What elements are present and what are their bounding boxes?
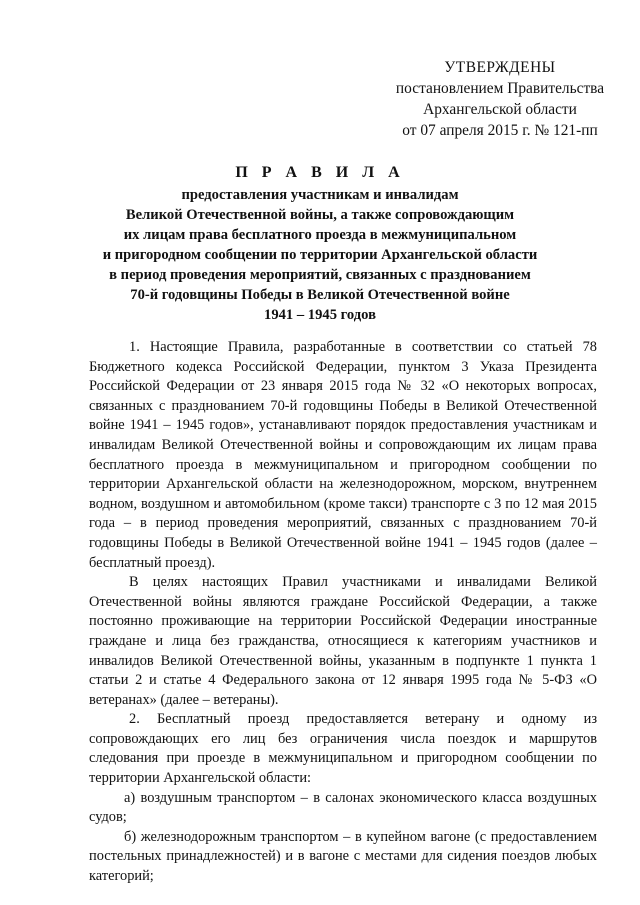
approval-title: УТВЕРЖДЕНЫ	[444, 59, 556, 76]
document-body	[89, 338, 597, 887]
approval-line-1: постановлением Правительства	[395, 80, 605, 97]
approval-line-2: Архангельской области	[423, 101, 577, 118]
paragraph-3: 2. Бесплатный проезд предоставляется ветерану и одному из сопровождающих его лиц без ограничения числа поездок и маршрутов следования при проезде в межмуниципальном и пригородном сообщении по территории Архангельской области:	[89, 711, 597, 787]
heading-line: 1941 – 1945 годов	[264, 307, 376, 323]
document-heading	[50, 163, 590, 325]
approval-stamp	[380, 57, 620, 141]
paragraph-2: В целях настоящих Правил участниками и инвалидами Великой Отечественной войны являются граждане Российской Федерации, а также постоянно проживающие на территории Российской Федерации иностранные граждане и лица без гражданства, относящиеся к категориям участников и инвалидов Великой Отечественной войны, указанным в подпункте 1 пункта 1 статьи 2 и статье 4 Федерального закона от 12 января 1995 года № 5-ФЗ «О ветеранах» (далее – ветераны).	[89, 574, 597, 708]
heading-line: и пригородном сообщении по территории Архангельской области	[102, 247, 538, 263]
heading-line: их лицам права бесплатного проезда в межмуниципальном	[123, 227, 517, 243]
heading-line: в период проведения мероприятий, связанных с празднованием	[109, 267, 531, 283]
approval-line-3: от 07 апреля 2015 г. № 121-пп	[402, 122, 598, 139]
heading-line: 70-й годовщины Победы в Великой Отечественной войне	[130, 287, 510, 303]
heading-line: предоставления участникам и инвалидам	[181, 187, 459, 203]
paragraph-1: 1. Настоящие Правила, разработанные в соответствии со статьей 78 Бюджетного кодекса Российской Федерации, пунктом 3 Указа Президента Российской Федерации от 23 января 2015 года № 32 «О некоторых вопросах, связанных с празднованием 70-й годовщины Победы в Великой Отечественной войне 1941 – 1945 годов», устанавливают порядок предоставления участникам и инвалидам Великой Отечественной войны и сопровождающим их лицам права бесплатного проезда в межмуниципальном и пригородном сообщении по территории Архангельской области на железнодорожном, морском, внутреннем водном, воздушном и автомобильном (кроме такси) транспорте с 3 по 12 мая 2015 года – в период проведения мероприятий, связанных с празднованием 70-й годовщины Победы в Великой Отечественной войне 1941 – 1945 годов (далее – бесплатный проезд).	[89, 339, 597, 571]
list-item-a: а) воздушным транспортом – в салонах экономического класса воздушных судов;	[89, 789, 597, 826]
document-title: П Р А В И Л А	[235, 164, 405, 181]
list-item-b: б) железнодорожным транспортом – в купейном вагоне (с предоставлением постельных принадлежностей) и в вагоне с местами для сидения поездов любых категорий;	[89, 828, 597, 885]
heading-line: Великой Отечественной войны, а также сопровождающим	[125, 207, 515, 223]
